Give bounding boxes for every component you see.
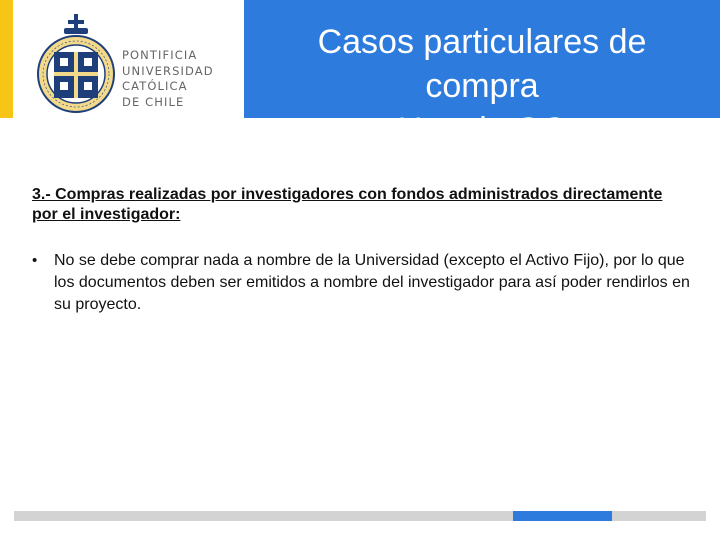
slide-title — [244, 20, 720, 152]
logo-line-3: CATÓLICA — [122, 79, 188, 94]
footer-accent — [513, 511, 612, 521]
section-heading: 3.- Compras realizadas por investigadores con fondos administrados directamente por el investigador: — [32, 186, 663, 223]
university-seal-icon — [34, 12, 118, 116]
logo-line-1: PONTIFICIA — [122, 48, 198, 62]
university-name — [122, 48, 232, 110]
title-line-2: compra — [425, 67, 539, 105]
bullet-marker: • — [32, 252, 38, 269]
logo-line-2: UNIVERSIDAD — [122, 63, 214, 78]
title-line-3: Uso de OC — [397, 111, 567, 149]
title-line-1: Casos particulares de — [317, 23, 647, 61]
bullet-item — [32, 250, 692, 316]
logo-line-4: DE CHILE — [122, 94, 185, 109]
yellow-accent-strip — [0, 0, 13, 118]
bullet-text: No se debe comprar nada a nombre de la Universidad (excepto el Activo Fijo), por lo que los documentos deben ser emitidos a nombre del investigador para así poder rendirlos en su proyecto. — [54, 252, 690, 313]
university-logo — [34, 12, 234, 116]
title-banner — [244, 0, 720, 149]
